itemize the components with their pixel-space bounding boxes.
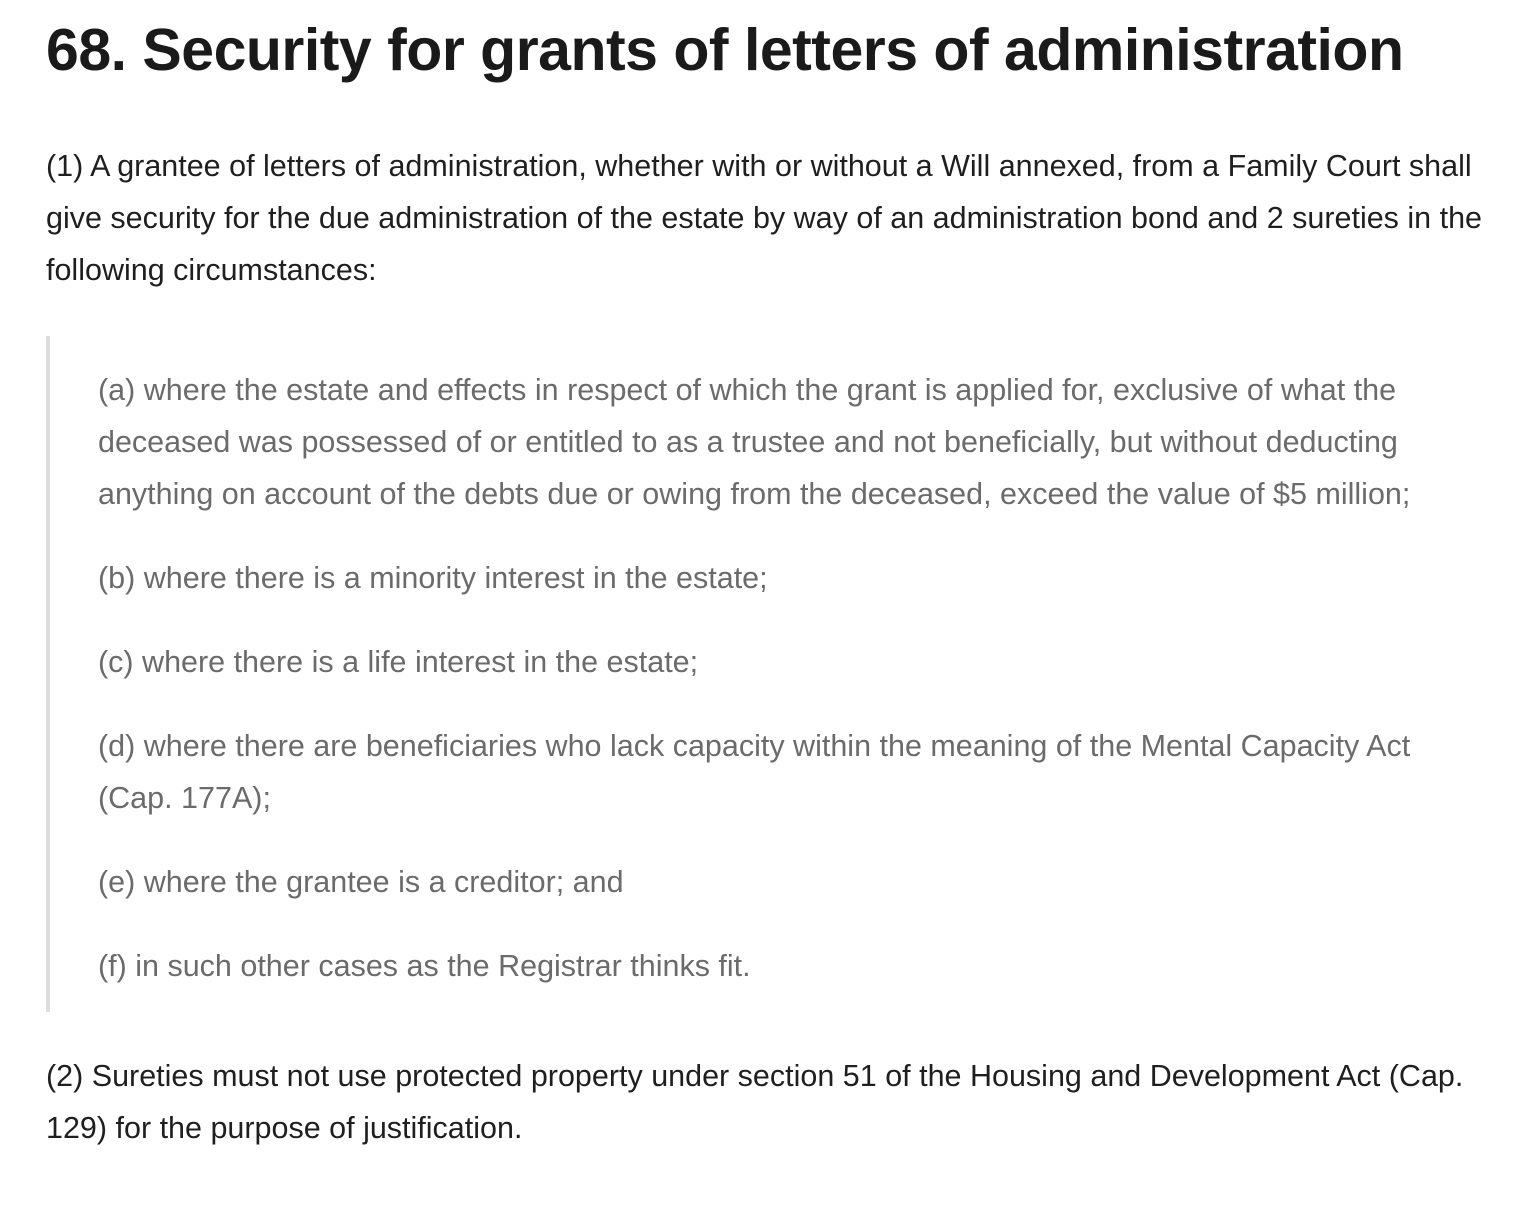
clause-d: (d) where there are beneficiaries who lack capacity within the meaning of the Mental Capacity Act (Cap. 177A); (98, 729, 1411, 815)
clause-e: (e) where the grantee is a creditor; and (98, 865, 624, 899)
paragraph-1: (1) A grantee of letters of administration, whether with or without a Will annexed, from a Family Court shall give security for the due administration of the estate by way of an administration bond and 2 sureties in the following circumstances: (46, 149, 1483, 287)
circumstances-blockquote (46, 336, 1488, 1012)
paragraph-2: (2) Sureties must not use protected property under section 51 of the Housing and Development Act (Cap. 129) for the purpose of justification. (46, 1059, 1464, 1145)
section-title: 68. Security for grants of letters of administration (46, 17, 1404, 83)
clause-c: (c) where there is a life interest in the estate; (98, 645, 699, 679)
clause-b: (b) where there is a minority interest in the estate; (98, 561, 768, 595)
clause-a: (a) where the estate and effects in respect of which the grant is applied for, exclusive of what the deceased was possessed of or entitled to as a trustee and not beneficially, but without deducting anything on account of the debts due or owing from the deceased, exceed the value of $5 million; (98, 373, 1411, 511)
clause-f: (f) in such other cases as the Registrar thinks fit. (98, 949, 751, 983)
